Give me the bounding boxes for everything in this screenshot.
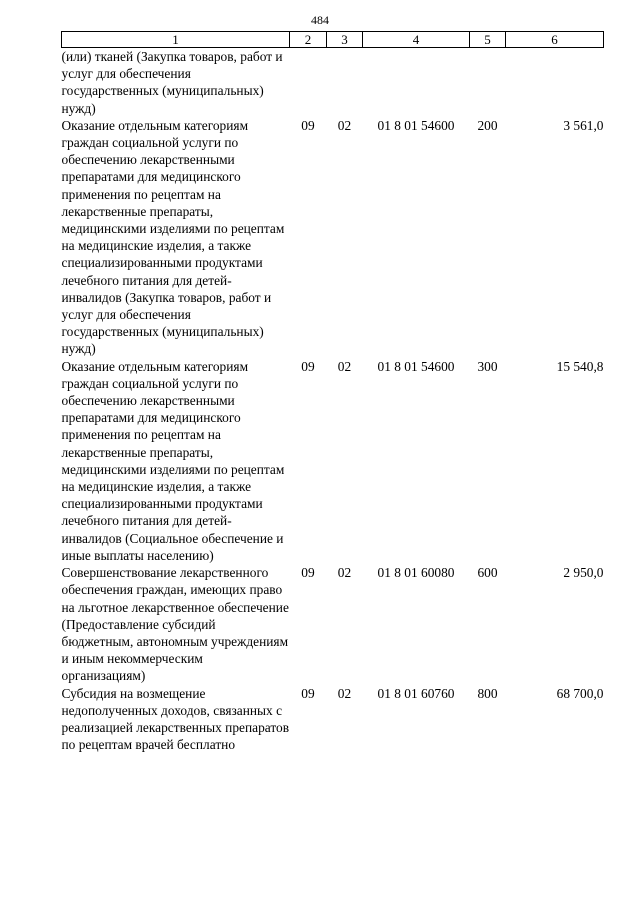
row-section: 09: [301, 358, 315, 374]
row-amount: 2 950,0: [563, 565, 604, 581]
table-row: [62, 685, 604, 754]
row-subsection: 02: [337, 685, 352, 701]
row-expense-type: 200: [477, 117, 498, 133]
row-amount: 68 700,0: [556, 685, 604, 701]
column-header-subsection: 3: [327, 32, 363, 48]
table-header-row: [62, 32, 604, 48]
row-expense-type: 600: [477, 565, 498, 581]
row-expense-type: 800: [477, 685, 498, 701]
row-description: Субсидия на возмещение недополученных доходов, связанных с реализацией лекарственных препаратов по рецептам врачей бесплатно: [61, 685, 290, 753]
row-section: 09: [301, 565, 315, 581]
row-subsection: 02: [337, 565, 352, 581]
row-subsection: 02: [337, 117, 352, 133]
row-subsection: 02: [337, 358, 352, 374]
row-description: Совершенствование лекарственного обеспечения граждан, имеющих право на льготное лекарственное обеспечение (Предоставление субсидий бюджетным, автономным учреждениям и иным некоммерческим организациям): [61, 565, 289, 684]
row-target-article: 01 8 01 54600: [377, 358, 455, 374]
row-expense-type: 300: [477, 358, 498, 374]
row-section: [290, 48, 327, 117]
row-section: 09: [301, 685, 315, 701]
table-row: [62, 48, 604, 117]
row-subsection: [327, 48, 363, 117]
row-target-article: 01 8 01 60080: [377, 565, 455, 581]
budget-table: [61, 31, 604, 753]
row-target-article: 01 8 01 60760: [377, 685, 455, 701]
column-header-amount: 6: [506, 32, 604, 48]
column-header-section: 2: [290, 32, 327, 48]
table-row: [62, 358, 604, 564]
table-row: [62, 117, 604, 358]
column-header-target-article: 4: [363, 32, 470, 48]
column-header-expense-type: 5: [470, 32, 506, 48]
row-description: Оказание отдельным категориям граждан социальной услуги по обеспечению лекарственными препаратами для медицинского применения по рецептам на лекарственные препараты, медицинскими изделиями по рецептам на медицинские изделия, а также специализированными продуктами лечебного питания для детей-инвалидов (Социальное обеспечение и иные выплаты населению): [61, 358, 285, 563]
row-expense-type: [470, 48, 506, 117]
row-section: 09: [301, 117, 315, 133]
row-description: (или) тканей (Закупка товаров, работ и услуг для обеспечения государственных (муниципальных) нужд): [61, 49, 283, 116]
row-target-article: [363, 48, 470, 117]
table-row: [62, 564, 604, 684]
row-amount: 15 540,8: [556, 358, 604, 374]
row-target-article: 01 8 01 54600: [377, 117, 455, 133]
row-description: Оказание отдельным категориям граждан социальной услуги по обеспечению лекарственными препаратами для медицинского применения по рецептам на лекарственные препараты, медицинскими изделиями по рецептам на медицинские изделия, а также специализированными продуктами лечебного питания для детей-инвалидов (Закупка товаров, работ и услуг для обеспечения государственных (муниципальных) нужд): [61, 117, 285, 357]
column-header-description: 1: [62, 32, 290, 48]
page-number: 484: [311, 13, 329, 27]
row-amount: 3 561,0: [563, 117, 604, 133]
row-amount: [506, 48, 604, 117]
